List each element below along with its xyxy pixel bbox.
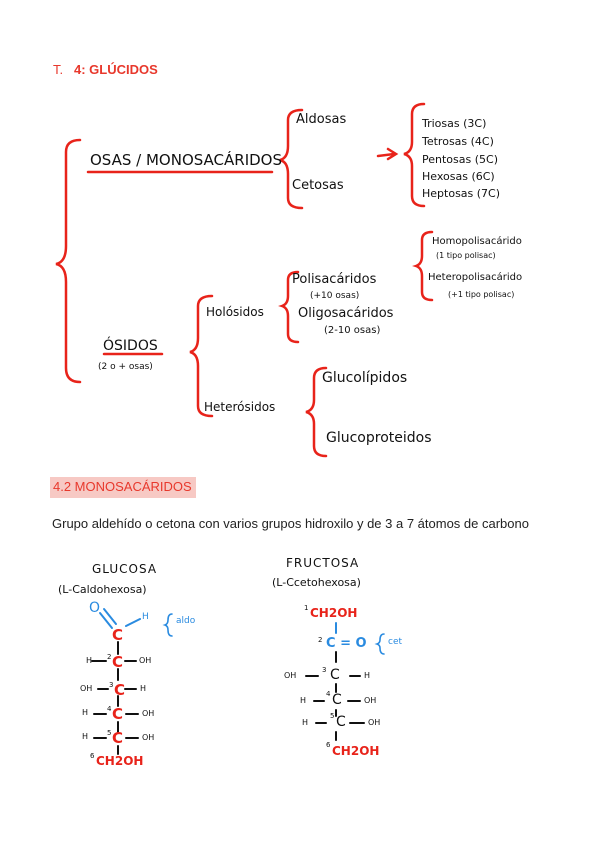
oligosacaridos-label: Oligosacáridos	[298, 306, 394, 321]
glucosa-c5: C	[112, 729, 124, 747]
fructosa-keto: C = O	[326, 636, 367, 651]
type-hexosas: Hexosas (6C)	[422, 170, 495, 183]
fructosa-c4: C	[332, 692, 342, 708]
fructosa-c5-right: OH	[368, 718, 381, 727]
heteropolisacarido-label: Heteropolisacárido	[428, 272, 523, 283]
fructosa-c3-num: 3	[322, 666, 327, 674]
glucosa-c3-left: OH	[80, 684, 93, 693]
fructosa-c2-num: 2	[318, 636, 323, 644]
fructosa-c5: C	[336, 714, 346, 730]
homopolisacarido-note: (1 tipo polisac)	[436, 251, 496, 260]
glucosa-c2-left: H	[86, 656, 93, 665]
fructosa-c4-left: H	[300, 696, 307, 705]
glucosa-h1: H	[142, 612, 149, 622]
glucolipidos-label: Glucolípidos	[322, 370, 408, 386]
glucosa-c5-right: OH	[142, 733, 155, 742]
cetosas-label: Cetosas	[292, 178, 344, 193]
glucosa-c3-right: H	[140, 684, 147, 693]
heteropolisacarido-note: (+1 tipo polisac)	[448, 290, 515, 299]
glucosa-ch2oh: CH2OH	[96, 754, 144, 768]
fructosa-subtitle: (L-Ccetohexosa)	[272, 576, 361, 589]
fructosa-c1-num: 1	[304, 604, 309, 612]
title-prefix: T.	[53, 62, 64, 77]
osidos-label: ÓSIDOS	[103, 338, 158, 354]
section-title: 4.2 MONOSACÁRIDOS	[50, 477, 196, 498]
type-pentosas: Pentosas (5C)	[422, 153, 498, 166]
glucosa-c4-right: OH	[142, 709, 155, 718]
osas-label: OSAS / MONOSACÁRIDOS	[90, 151, 283, 169]
type-heptosas: Heptosas (7C)	[422, 187, 501, 200]
aldosas-label: Aldosas	[296, 112, 347, 127]
type-tetrosas: Tetrosas (4C)	[422, 135, 494, 148]
glucosa-c2: C	[112, 653, 124, 671]
glucosa-c3: C	[114, 681, 126, 699]
fructosa-c5-num: 5	[330, 712, 335, 720]
glucosa-c4-left: H	[82, 708, 89, 717]
glucosa-c3-num: 3	[109, 681, 114, 689]
fructosa-ch2oh-top: CH2OH	[310, 606, 358, 620]
polisacaridos-label: Polisacáridos	[292, 272, 377, 287]
fructosa-c5-left: H	[302, 718, 309, 727]
fructosa-ceto-note: cet	[388, 637, 403, 647]
fructosa-name: FRUCTOSA	[286, 556, 360, 570]
glucosa-subtitle: (L-Caldohexosa)	[58, 583, 147, 596]
glucosa-c4: C	[112, 705, 124, 723]
glucosa-c5-num: 5	[107, 729, 112, 737]
homopolisacarido-label: Homopolisacárido	[432, 236, 522, 247]
fructosa-c4-num: 4	[326, 690, 331, 698]
glucosa-c5-left: H	[82, 732, 89, 741]
fructosa-c3: C	[330, 667, 340, 683]
title-text: 4: GLÚCIDOS	[73, 62, 158, 77]
fructosa-c4-right: OH	[364, 696, 377, 705]
type-triosas: Triosas (3C)	[422, 117, 487, 130]
glucosa-c2-num: 2	[107, 653, 112, 661]
glucosa-c6-num: 6	[90, 752, 95, 760]
polisacaridos-note: (+10 osas)	[310, 291, 360, 301]
oligosacaridos-note: (2-10 osas)	[324, 325, 381, 336]
heterosidos-label: Heterósidos	[204, 400, 276, 414]
glucosa-oxygen: O	[89, 600, 101, 616]
osidos-note: (2 o + osas)	[98, 362, 153, 372]
fructosa-c3-right: H	[364, 671, 371, 680]
fructosa-c6-num: 6	[326, 741, 331, 749]
holosidos-label: Holósidos	[206, 305, 264, 319]
glucosa-c1: C	[112, 626, 124, 644]
glucosa-name: GLUCOSA	[92, 562, 158, 576]
glucosa-c2-right: OH	[139, 656, 152, 665]
glucosa-c4-num: 4	[107, 705, 112, 713]
glucosa-aldo-note: aldo	[176, 616, 196, 626]
fructosa-ch2oh-bottom: CH2OH	[332, 744, 380, 758]
fructosa-c3-left: OH	[284, 671, 297, 680]
glucoproteidos-label: Glucoproteidos	[326, 430, 432, 446]
definition-paragraph: Grupo aldehído o cetona con varios grupos hidroxilo y de 3 a 7 átomos de carbono	[52, 516, 529, 531]
